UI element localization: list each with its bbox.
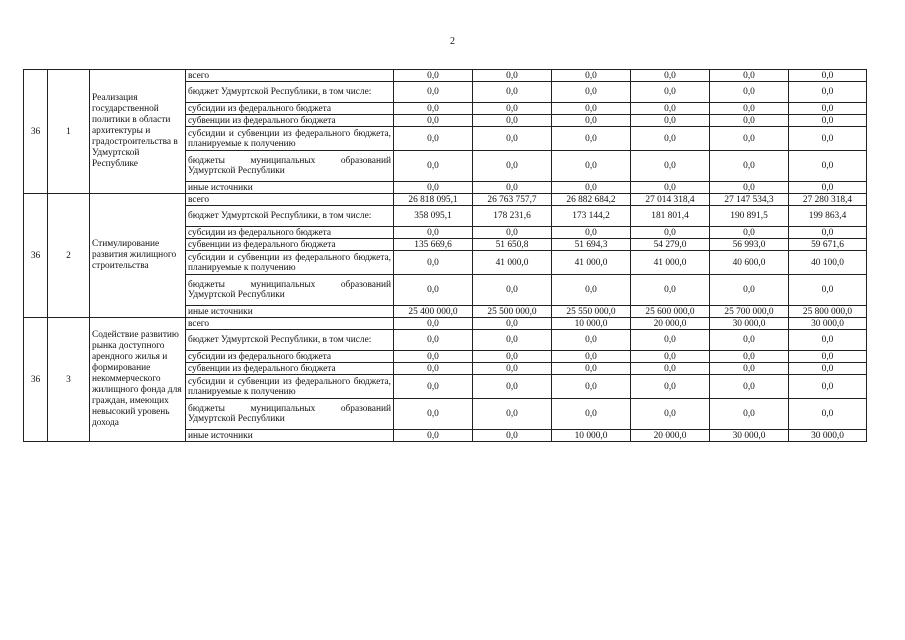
amount-cell: 0,0 xyxy=(552,82,631,103)
amount-cell: 0,0 xyxy=(394,318,473,330)
amount-cell: 0,0 xyxy=(631,351,710,363)
amount-cell: 0,0 xyxy=(710,70,789,82)
amount-cell: 0,0 xyxy=(789,182,867,194)
amount-cell: 25 550 000,0 xyxy=(552,306,631,318)
amount-cell: 0,0 xyxy=(552,227,631,239)
amount-cell: 0,0 xyxy=(710,375,789,399)
amount-cell: 26 882 684,2 xyxy=(552,194,631,206)
amount-cell: 25 700 000,0 xyxy=(710,306,789,318)
funding-source-cell: иные источники xyxy=(186,306,394,318)
funding-source-cell: субсидии и субвенции из федерального бюджета, планируемые к получению xyxy=(186,127,394,151)
amount-cell: 40 600,0 xyxy=(710,251,789,275)
amount-cell: 0,0 xyxy=(394,103,473,115)
amount-cell: 0,0 xyxy=(394,399,473,430)
funding-source-cell: субсидии и субвенции из федерального бюджета, планируемые к получению xyxy=(186,375,394,399)
amount-cell: 30 000,0 xyxy=(789,430,867,442)
funding-source-cell: иные источники xyxy=(186,430,394,442)
amount-cell: 0,0 xyxy=(631,151,710,182)
amount-cell: 0,0 xyxy=(552,330,631,351)
amount-cell: 0,0 xyxy=(631,70,710,82)
amount-cell: 0,0 xyxy=(394,330,473,351)
amount-cell: 0,0 xyxy=(473,330,552,351)
amount-cell: 25 400 000,0 xyxy=(394,306,473,318)
amount-cell: 0,0 xyxy=(631,103,710,115)
amount-cell: 199 863,4 xyxy=(789,206,867,227)
table-row xyxy=(24,318,867,330)
amount-cell: 0,0 xyxy=(394,82,473,103)
amount-cell: 0,0 xyxy=(552,103,631,115)
amount-cell: 0,0 xyxy=(789,127,867,151)
amount-cell: 0,0 xyxy=(473,375,552,399)
amount-cell: 0,0 xyxy=(473,70,552,82)
amount-cell: 0,0 xyxy=(789,70,867,82)
funding-source-cell: бюджеты муниципальных образований Удмуртской Республики xyxy=(186,399,394,430)
amount-cell: 0,0 xyxy=(552,127,631,151)
amount-cell: 0,0 xyxy=(631,182,710,194)
funding-source-cell: иные источники xyxy=(186,182,394,194)
amount-cell: 0,0 xyxy=(552,182,631,194)
amount-cell: 0,0 xyxy=(631,399,710,430)
amount-cell: 0,0 xyxy=(473,227,552,239)
amount-cell: 0,0 xyxy=(473,318,552,330)
table-row xyxy=(24,194,867,206)
amount-cell: 0,0 xyxy=(631,275,710,306)
amount-cell: 0,0 xyxy=(631,82,710,103)
amount-cell: 0,0 xyxy=(710,103,789,115)
amount-cell: 0,0 xyxy=(789,330,867,351)
amount-cell: 0,0 xyxy=(552,375,631,399)
amount-cell: 51 694,3 xyxy=(552,239,631,251)
subprogram-number-cell: 3 xyxy=(48,318,90,442)
amount-cell: 27 147 534,3 xyxy=(710,194,789,206)
amount-cell: 0,0 xyxy=(710,127,789,151)
amount-cell: 0,0 xyxy=(473,430,552,442)
subprogram-name-cell: Содействие развитию рынка доступного арендного жилья и формирование некоммерческого жилищного фонда для граждан, имеющих невысокий уровень дохода xyxy=(90,318,186,442)
amount-cell: 0,0 xyxy=(631,115,710,127)
table-row xyxy=(24,70,867,82)
budget-table xyxy=(23,69,867,442)
amount-cell: 0,0 xyxy=(394,70,473,82)
amount-cell: 20 000,0 xyxy=(631,430,710,442)
amount-cell: 25 500 000,0 xyxy=(473,306,552,318)
amount-cell: 0,0 xyxy=(552,70,631,82)
budget-table-body xyxy=(24,70,867,442)
amount-cell: 0,0 xyxy=(789,275,867,306)
funding-source-cell: всего xyxy=(186,318,394,330)
amount-cell: 0,0 xyxy=(789,227,867,239)
amount-cell: 27 280 318,4 xyxy=(789,194,867,206)
amount-cell: 0,0 xyxy=(394,127,473,151)
amount-cell: 181 801,4 xyxy=(631,206,710,227)
amount-cell: 0,0 xyxy=(552,363,631,375)
amount-cell: 0,0 xyxy=(552,115,631,127)
amount-cell: 0,0 xyxy=(631,375,710,399)
amount-cell: 0,0 xyxy=(710,82,789,103)
amount-cell: 10 000,0 xyxy=(552,430,631,442)
amount-cell: 30 000,0 xyxy=(789,318,867,330)
amount-cell: 30 000,0 xyxy=(710,318,789,330)
amount-cell: 0,0 xyxy=(789,399,867,430)
amount-cell: 0,0 xyxy=(473,363,552,375)
amount-cell: 0,0 xyxy=(473,351,552,363)
amount-cell: 0,0 xyxy=(552,351,631,363)
amount-cell: 0,0 xyxy=(473,103,552,115)
amount-cell: 0,0 xyxy=(473,127,552,151)
amount-cell: 0,0 xyxy=(710,115,789,127)
amount-cell: 10 000,0 xyxy=(552,318,631,330)
amount-cell: 0,0 xyxy=(473,82,552,103)
amount-cell: 0,0 xyxy=(789,115,867,127)
amount-cell: 20 000,0 xyxy=(631,318,710,330)
amount-cell: 0,0 xyxy=(710,227,789,239)
amount-cell: 0,0 xyxy=(473,115,552,127)
amount-cell: 190 891,5 xyxy=(710,206,789,227)
amount-cell: 0,0 xyxy=(473,151,552,182)
amount-cell: 30 000,0 xyxy=(710,430,789,442)
funding-source-cell: бюджет Удмуртской Республики, в том числе: xyxy=(186,206,394,227)
amount-cell: 0,0 xyxy=(789,351,867,363)
funding-source-cell: бюджет Удмуртской Республики, в том числе: xyxy=(186,82,394,103)
amount-cell: 0,0 xyxy=(473,399,552,430)
amount-cell: 40 100,0 xyxy=(789,251,867,275)
amount-cell: 0,0 xyxy=(710,363,789,375)
funding-source-cell: субсидии и субвенции из федерального бюджета, планируемые к получению xyxy=(186,251,394,275)
amount-cell: 173 144,2 xyxy=(552,206,631,227)
amount-cell: 56 993,0 xyxy=(710,239,789,251)
amount-cell: 0,0 xyxy=(631,330,710,351)
funding-source-cell: всего xyxy=(186,70,394,82)
program-code-cell: 36 xyxy=(24,70,48,194)
amount-cell: 0,0 xyxy=(394,430,473,442)
amount-cell: 0,0 xyxy=(631,227,710,239)
amount-cell: 0,0 xyxy=(394,351,473,363)
subprogram-name-cell: Стимулирование развития жилищного строительства xyxy=(90,194,186,318)
amount-cell: 0,0 xyxy=(394,375,473,399)
amount-cell: 0,0 xyxy=(473,182,552,194)
amount-cell: 41 000,0 xyxy=(552,251,631,275)
funding-source-cell: бюджеты муниципальных образований Удмуртской Республики xyxy=(186,275,394,306)
amount-cell: 0,0 xyxy=(552,275,631,306)
amount-cell: 54 279,0 xyxy=(631,239,710,251)
funding-source-cell: субвенции из федерального бюджета xyxy=(186,239,394,251)
amount-cell: 25 800 000,0 xyxy=(789,306,867,318)
amount-cell: 0,0 xyxy=(789,363,867,375)
amount-cell: 41 000,0 xyxy=(631,251,710,275)
amount-cell: 0,0 xyxy=(710,399,789,430)
amount-cell: 26 763 757,7 xyxy=(473,194,552,206)
amount-cell: 135 669,6 xyxy=(394,239,473,251)
program-code-cell: 36 xyxy=(24,194,48,318)
amount-cell: 0,0 xyxy=(710,275,789,306)
amount-cell: 0,0 xyxy=(394,363,473,375)
amount-cell: 0,0 xyxy=(473,275,552,306)
amount-cell: 0,0 xyxy=(710,330,789,351)
amount-cell: 0,0 xyxy=(710,182,789,194)
amount-cell: 0,0 xyxy=(789,82,867,103)
subprogram-name-cell: Реализация государственной политики в области архитектуры и градостроительства в Удмуртской Республике xyxy=(90,70,186,194)
subprogram-number-cell: 1 xyxy=(48,70,90,194)
amount-cell: 0,0 xyxy=(552,151,631,182)
amount-cell: 0,0 xyxy=(394,115,473,127)
funding-source-cell: всего xyxy=(186,194,394,206)
funding-source-cell: субвенции из федерального бюджета xyxy=(186,363,394,375)
amount-cell: 0,0 xyxy=(394,251,473,275)
page-number: 2 xyxy=(450,36,455,47)
amount-cell: 0,0 xyxy=(789,151,867,182)
funding-source-cell: субсидии из федерального бюджета xyxy=(186,227,394,239)
amount-cell: 59 671,6 xyxy=(789,239,867,251)
amount-cell: 0,0 xyxy=(394,151,473,182)
program-code-cell: 36 xyxy=(24,318,48,442)
amount-cell: 27 014 318,4 xyxy=(631,194,710,206)
amount-cell: 0,0 xyxy=(631,363,710,375)
funding-source-cell: бюджет Удмуртской Республики, в том числе: xyxy=(186,330,394,351)
funding-source-cell: субвенции из федерального бюджета xyxy=(186,115,394,127)
amount-cell: 25 600 000,0 xyxy=(631,306,710,318)
amount-cell: 0,0 xyxy=(710,151,789,182)
amount-cell: 0,0 xyxy=(631,127,710,151)
funding-source-cell: субсидии из федерального бюджета xyxy=(186,103,394,115)
funding-source-cell: бюджеты муниципальных образований Удмуртской Республики xyxy=(186,151,394,182)
amount-cell: 0,0 xyxy=(394,275,473,306)
funding-source-cell: субсидии из федерального бюджета xyxy=(186,351,394,363)
amount-cell: 41 000,0 xyxy=(473,251,552,275)
amount-cell: 0,0 xyxy=(552,399,631,430)
amount-cell: 0,0 xyxy=(710,351,789,363)
amount-cell: 178 231,6 xyxy=(473,206,552,227)
amount-cell: 0,0 xyxy=(394,182,473,194)
amount-cell: 26 818 095,1 xyxy=(394,194,473,206)
amount-cell: 0,0 xyxy=(789,375,867,399)
subprogram-number-cell: 2 xyxy=(48,194,90,318)
amount-cell: 0,0 xyxy=(394,227,473,239)
amount-cell: 0,0 xyxy=(789,103,867,115)
amount-cell: 358 095,1 xyxy=(394,206,473,227)
amount-cell: 51 650,8 xyxy=(473,239,552,251)
